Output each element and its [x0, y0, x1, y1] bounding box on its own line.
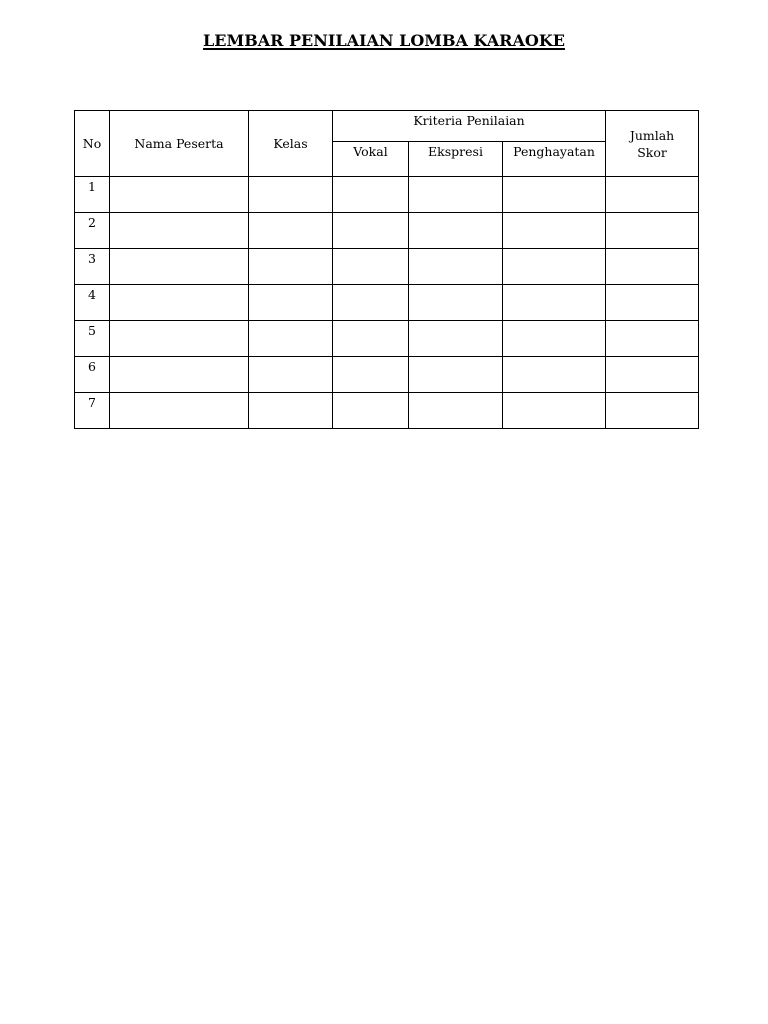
- cell-jumlah-skor: [606, 249, 699, 285]
- cell-kelas: [249, 321, 333, 357]
- document-title: [0, 31, 768, 51]
- header-kriteria-penilaian: Kriteria Penilaian: [333, 111, 606, 142]
- cell-nama-peserta: [110, 177, 249, 213]
- table-row: [75, 321, 699, 357]
- cell-ekspresi: [409, 285, 503, 321]
- cell-nama-peserta: [110, 213, 249, 249]
- row-number: 3: [75, 249, 110, 285]
- cell-jumlah-skor: [606, 285, 699, 321]
- cell-penghayatan: [503, 393, 606, 429]
- table-row: [75, 249, 699, 285]
- cell-vokal: [333, 177, 409, 213]
- cell-nama-peserta: [110, 393, 249, 429]
- table-row: [75, 213, 699, 249]
- cell-ekspresi: [409, 249, 503, 285]
- header-jumlah-skor: [606, 111, 699, 177]
- cell-vokal: [333, 249, 409, 285]
- cell-jumlah-skor: [606, 393, 699, 429]
- header-jumlah-line1: Jumlah: [629, 127, 675, 143]
- cell-ekspresi: [409, 393, 503, 429]
- table-row: [75, 285, 699, 321]
- scoring-table: [74, 110, 699, 429]
- cell-penghayatan: [503, 249, 606, 285]
- header-row-top: [75, 111, 699, 142]
- cell-kelas: [249, 285, 333, 321]
- cell-jumlah-skor: [606, 321, 699, 357]
- row-number: 6: [75, 357, 110, 393]
- cell-nama-peserta: [110, 357, 249, 393]
- cell-ekspresi: [409, 177, 503, 213]
- cell-penghayatan: [503, 285, 606, 321]
- header-ekspresi: Ekspresi: [409, 142, 503, 177]
- cell-nama-peserta: [110, 321, 249, 357]
- cell-penghayatan: [503, 213, 606, 249]
- header-nama-peserta: Nama Peserta: [110, 111, 249, 177]
- cell-kelas: [249, 393, 333, 429]
- cell-ekspresi: [409, 321, 503, 357]
- cell-ekspresi: [409, 213, 503, 249]
- header-kelas: Kelas: [249, 111, 333, 177]
- cell-kelas: [249, 357, 333, 393]
- header-no: No: [75, 111, 110, 177]
- cell-penghayatan: [503, 357, 606, 393]
- cell-penghayatan: [503, 321, 606, 357]
- row-number: 1: [75, 177, 110, 213]
- cell-jumlah-skor: [606, 357, 699, 393]
- table-row: [75, 177, 699, 213]
- header-penghayatan: Penghayatan: [503, 142, 606, 177]
- cell-ekspresi: [409, 357, 503, 393]
- cell-penghayatan: [503, 177, 606, 213]
- cell-jumlah-skor: [606, 177, 699, 213]
- table-row: [75, 393, 699, 429]
- cell-vokal: [333, 393, 409, 429]
- document-title-text: LEMBAR PENILAIAN LOMBA KARAOKE: [203, 31, 565, 50]
- cell-jumlah-skor: [606, 213, 699, 249]
- cell-vokal: [333, 285, 409, 321]
- row-number: 4: [75, 285, 110, 321]
- cell-vokal: [333, 357, 409, 393]
- header-jumlah-line2: Skor: [637, 144, 667, 160]
- cell-kelas: [249, 249, 333, 285]
- cell-vokal: [333, 321, 409, 357]
- row-number: 2: [75, 213, 110, 249]
- header-vokal: Vokal: [333, 142, 409, 177]
- cell-kelas: [249, 213, 333, 249]
- cell-kelas: [249, 177, 333, 213]
- cell-vokal: [333, 213, 409, 249]
- row-number: 7: [75, 393, 110, 429]
- cell-nama-peserta: [110, 249, 249, 285]
- row-number: 5: [75, 321, 110, 357]
- table-row: [75, 357, 699, 393]
- cell-nama-peserta: [110, 285, 249, 321]
